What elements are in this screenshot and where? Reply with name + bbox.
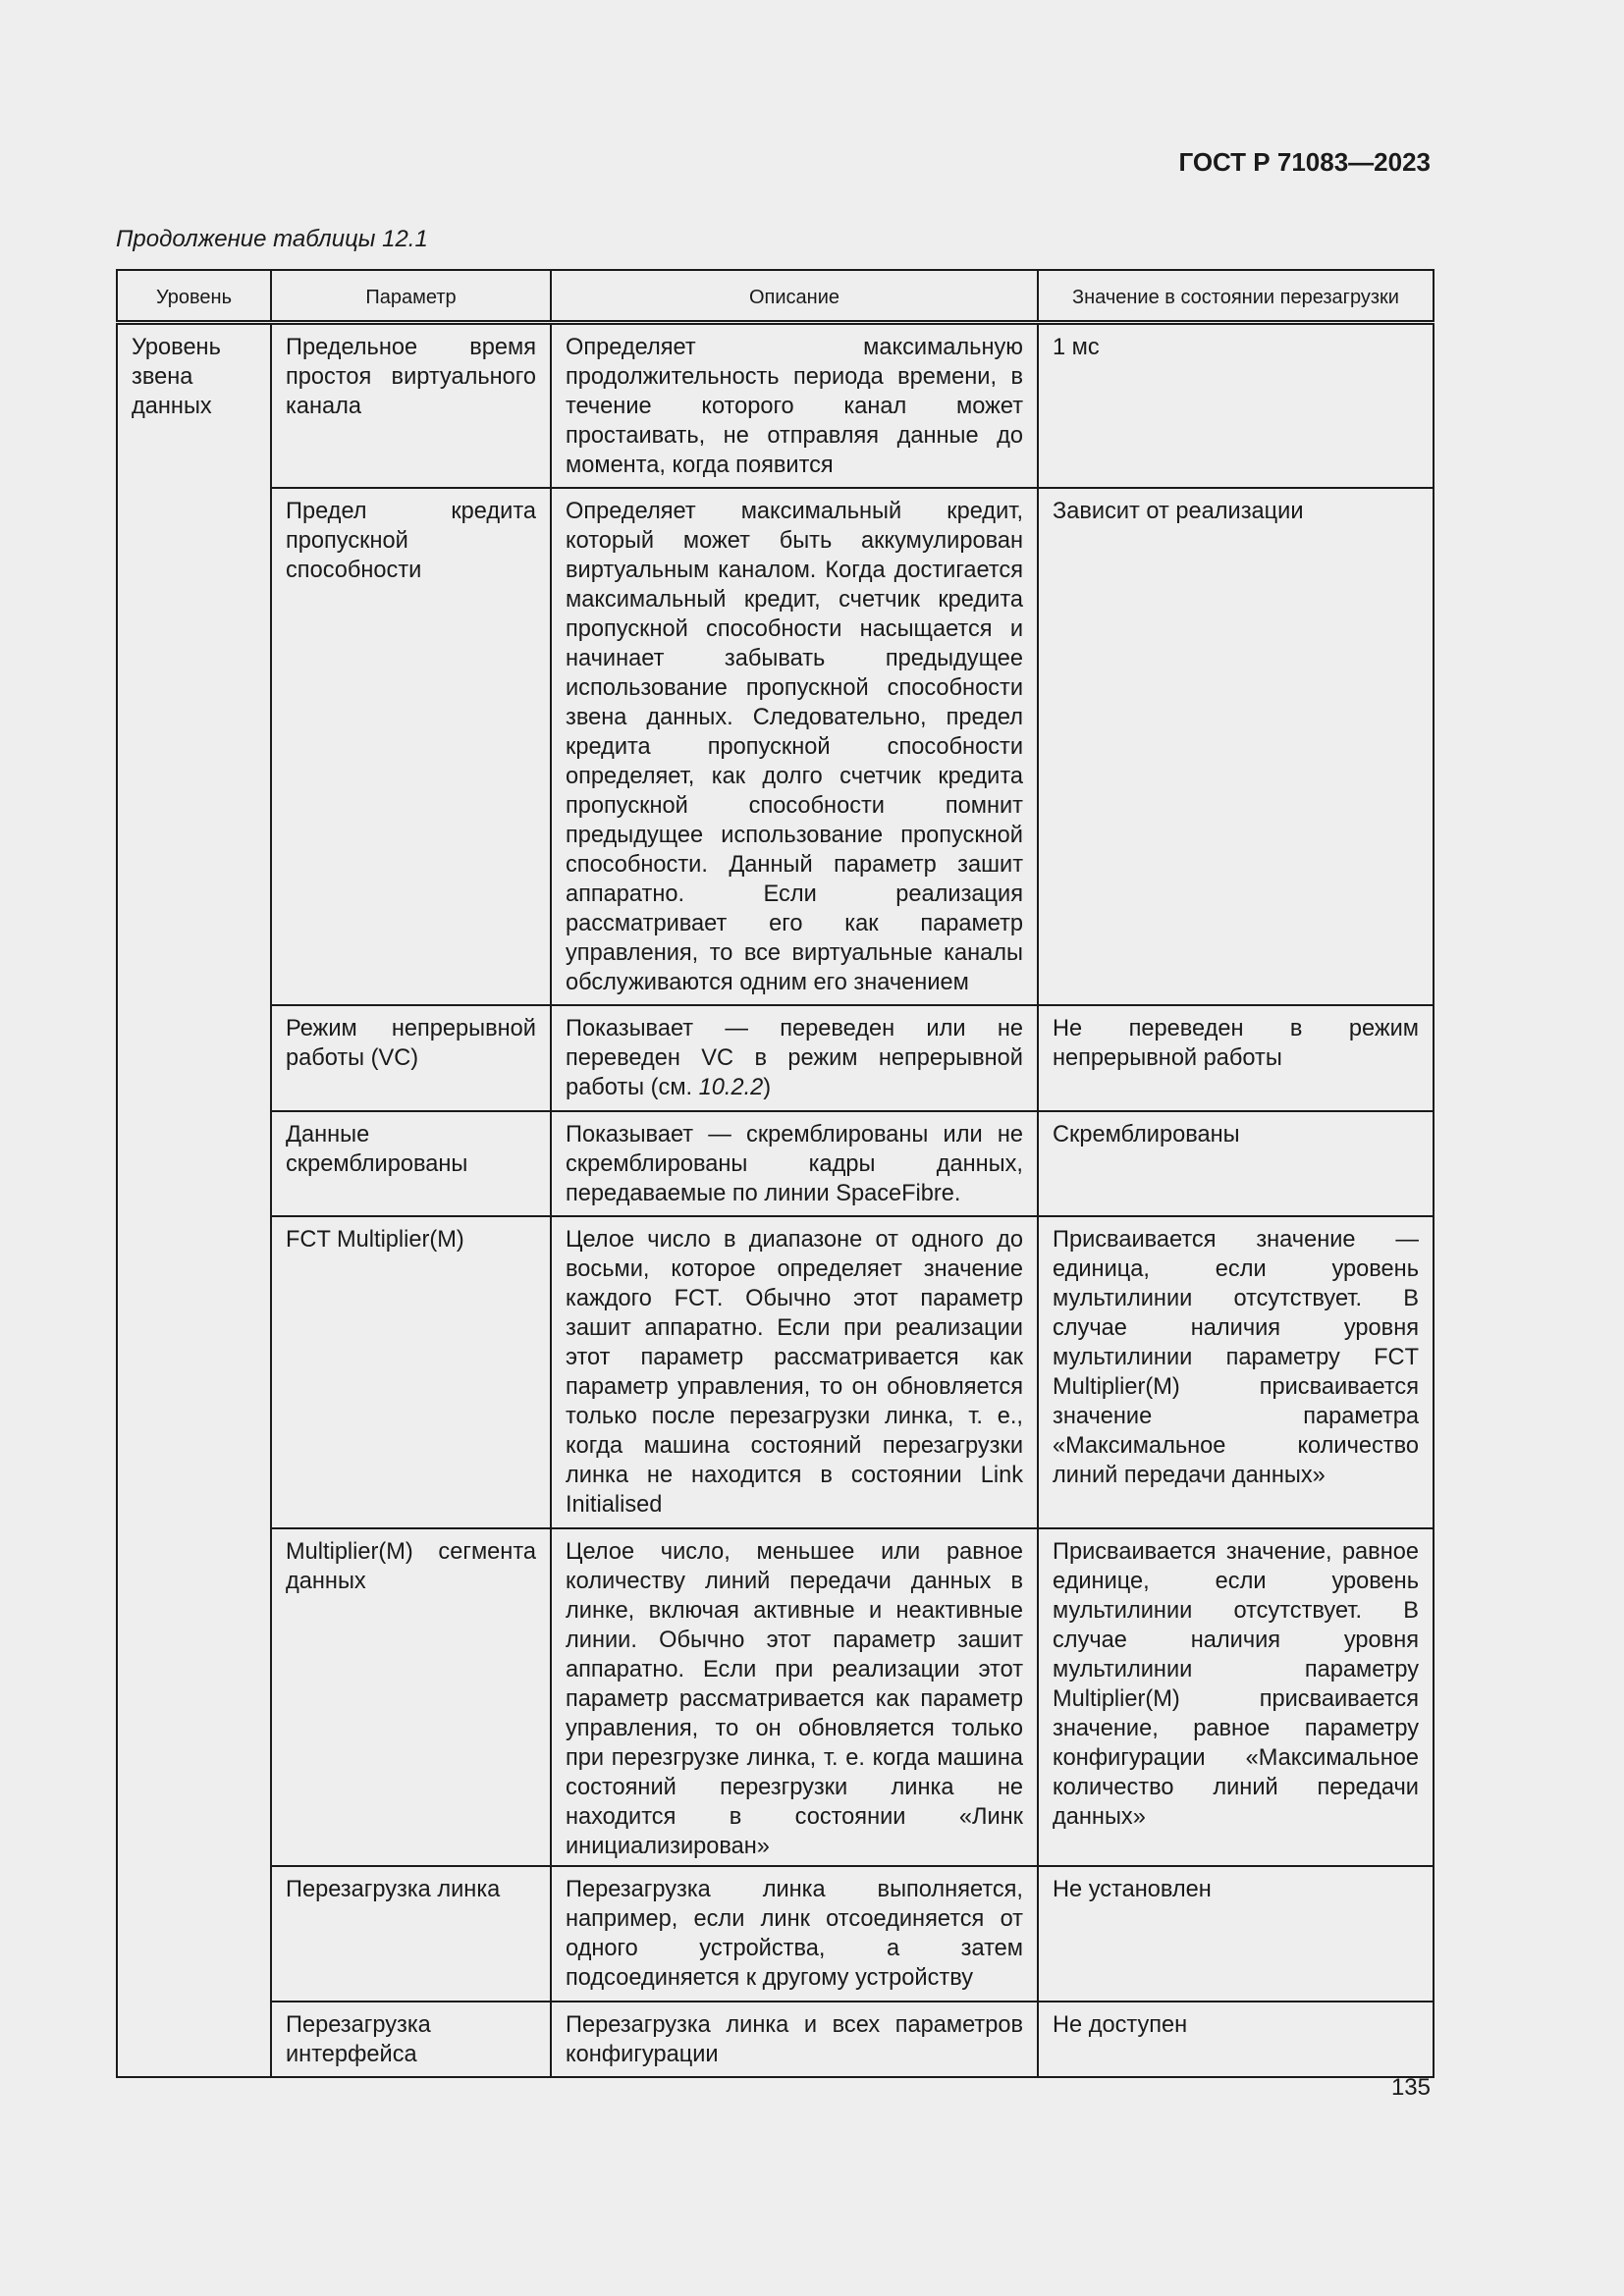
desc-text: Показывает — переведен или не переведен VC в режим непрерывной работы (см. [566,1015,1023,1100]
desc-cell: Показывает — скремблированы или не скремблированы кадры данных, передаваемые по линии SpaceFibre. [551,1111,1038,1216]
column-header-reset-value: Значение в состоянии перезагрузки [1038,270,1434,323]
level-cell: Уровень звена данных [117,323,271,2077]
table-row [117,2002,1434,2077]
value-cell: Скремблированы [1038,1111,1434,1216]
param-cell: Multiplier(M) сегмента данных [271,1528,551,1866]
parameters-table [116,269,1433,2078]
desc-cell: Определяет максимальную продолжительность периода времени, в течение которого канал может простаивать, не отправляя данные до момента, когда появится [551,323,1038,488]
value-cell: Не установлен [1038,1866,1434,2002]
param-cell: Предел кредита пропускной способности [271,488,551,1005]
desc-cell: Целое число, меньшее или равное количеству линий передачи данных в линке, включая активные и неактивные линии. Обычно этот параметр зашит аппаратно. Если при реализации этот параметр рассматривается как параметр управления, то он обновляется только при перезгрузке линка, т. е. когда машина состояний перезгрузки линка не находится в состоянии «Линк инициализирован» [551,1528,1038,1866]
param-cell: FCT Multiplier(M) [271,1216,551,1528]
desc-cell [551,1005,1038,1111]
desc-cell: Перезагрузка линка и всех параметров конфигурации [551,2002,1038,2077]
param-cell: Режим непрерывной работы (VC) [271,1005,551,1111]
param-cell: Перезагрузка интерфейса [271,2002,551,2077]
value-cell: Не доступен [1038,2002,1434,2077]
desc-cell: Перезагрузка линка выполняется, например, если линк отсоединяется от одного устройства, а затем подсоединяется к другому устройству [551,1866,1038,2002]
param-cell: Перезагрузка линка [271,1866,551,2002]
desc-cell: Определяет максимальный кредит, который может быть аккумулирован виртуальным каналом. Когда достигается максимальный кредит, счетчик кредита пропускной способности насыщается и начинает забывать предыдущее использование пропускной способности звена данных. Следовательно, предел кредита пропускной способности определяет, как долго счетчик кредита пропускной способности помнит предыдущее использование пропускной способности. Данный параметр зашит аппаратно. Если реализация рассматривает его как параметр управления, то все виртуальные каналы обслуживаются одним его значением [551,488,1038,1005]
table-header-row [117,270,1434,323]
desc-cell: Целое число в диапазоне от одного до восьми, которое определяет значение каждого FCT. Обычно этот параметр зашит аппаратно. Если при реализации этот параметр рассматривается как параметр управления, то он обновляется только после перезагрузки линка, т. е., когда машина состояний перезагрузки линка не находится в состоянии Link Initialised [551,1216,1038,1528]
value-cell: Зависит от реализации [1038,488,1434,1005]
value-cell: 1 мс [1038,323,1434,488]
value-cell: Присваивается значение — единица, если уровень мультилинии отсутствует. В случае наличия уровня мультилинии параметру FCT Multiplier(M) присваивается значение параметра «Максимальное количество линий передачи данных» [1038,1216,1434,1528]
table-row [117,1866,1434,2002]
value-cell: Не переведен в режим непрерывной работы [1038,1005,1434,1111]
table-row [117,1216,1434,1528]
column-header-level: Уровень [117,270,271,323]
param-cell: Предельное время простоя виртуального канала [271,323,551,488]
column-header-description: Описание [551,270,1038,323]
page-number: 135 [1390,2074,1431,2101]
table-row [117,488,1434,1005]
param-cell: Данные скремблированы [271,1111,551,1216]
table-row [117,323,1434,488]
table-row [117,1528,1434,1866]
column-header-parameter: Параметр [271,270,551,323]
table-row [117,1111,1434,1216]
table-row [117,1005,1434,1111]
document-code: ГОСТ Р 71083—2023 [1178,147,1431,177]
section-reference: 10.2.2 [698,1074,764,1100]
value-cell: Присваивается значение, равное единице, если уровень мультилинии отсутствует. В случае наличия уровня мультилинии параметру Multiplier(M) присваивается значение, равное параметру конфигурации «Максимальное количество линий передачи данных» [1038,1528,1434,1866]
desc-text-end: ) [763,1074,772,1100]
table-caption: Продолжение таблицы 12.1 [116,226,428,252]
